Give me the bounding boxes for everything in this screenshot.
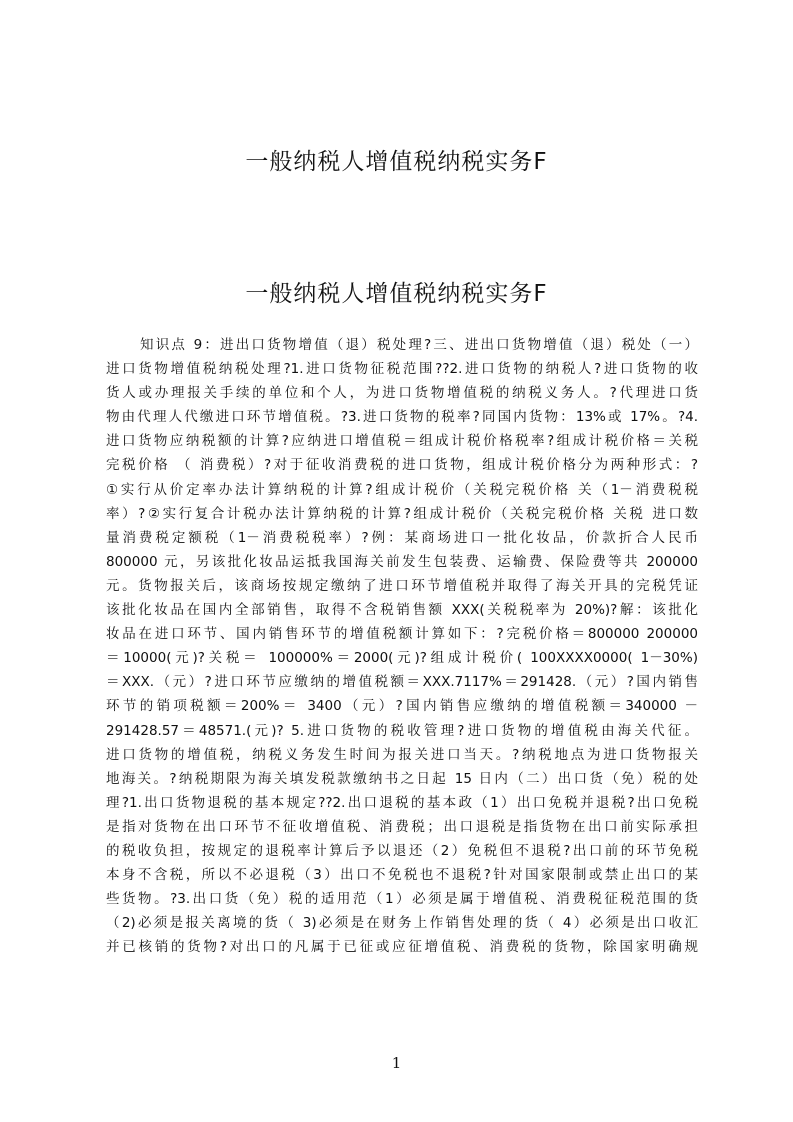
body-line: 量消费税定额税（1－消费税税率）?例：某商场进口一批化妆品，价款折合人民币 bbox=[106, 529, 698, 546]
document-main-title: 一般纳税人增值税纳税实务F bbox=[245, 281, 548, 307]
body-line: 进口货物增值税纳税处理?1.进口货物征税范围??2.进口货物的纳税人?进口货物的收 bbox=[106, 361, 698, 378]
document-body bbox=[106, 333, 698, 959]
body-line: 进口货物的增值税，纳税义务发生时间为报关进口当天。?纳税地点为进口货物报关 bbox=[106, 746, 698, 763]
body-line: 货人或办理报关手续的单位和个人，为进口货物增值税的纳税义务人。?代理进口货 bbox=[106, 385, 698, 402]
page-number: 1 bbox=[391, 1054, 402, 1072]
body-line: ＝10000(元)?关税＝ 100000%＝2000(元)?组成计税价( 100XXXX0000( 1－30%) bbox=[106, 650, 698, 667]
body-line: 物由代理人代缴进口环节增值税。?3.进口货物的税率?同国内货物：13%或 17%。?4. bbox=[106, 409, 698, 426]
body-line: 800000 元，另该批化妆品运抵我国海关前发生包装费、运输费、保险费等共 200000 bbox=[106, 553, 698, 570]
body-line: 元。货物报关后，该商场按规定缴纳了进口环节增值税并取得了海关开具的完税凭证 bbox=[106, 577, 698, 594]
body-line: 知识点 9：进出口货物增值（退）税处理?三、进出口货物增值（退）税处（一） bbox=[140, 337, 698, 353]
body-line: 该批化妆品在国内全部销售，取得不含税销售额 XXX(关税税率为 20%)?解：该批化 bbox=[106, 602, 698, 619]
body-line: 率）?②实行复合计税办法计算纳税的计算?组成计税价（关税完税价格 关税 进口数 bbox=[106, 505, 698, 522]
body-line: 291428.57＝48571.(元)? 5.进口货物的税收管理?进口货物的增值税由海关代征。 bbox=[106, 722, 698, 739]
body-line: 完税价格 （ 消费税）?对于征收消费税的进口货物，组成计税价格分为两种形式：? bbox=[106, 457, 698, 474]
body-line: 的税收负担，按规定的退税率计算后予以退还（2）免税但不退税?出口前的环节免税 bbox=[106, 842, 698, 859]
body-line: 地海关。?纳税期限为海关填发税款缴纳书之日起 15 日内（二）出口货（免）税的处 bbox=[106, 770, 698, 787]
body-line: 环节的销项税额＝200%＝ 3400（元）?国内销售应缴纳的增值税额＝340000 － bbox=[106, 698, 698, 715]
document-header-title: 一般纳税人增值税纳税实务F bbox=[245, 149, 548, 175]
body-line: （2)必须是报关离境的货（ 3)必须是在财务上作销售处理的货（ 4）必须是出口收汇 bbox=[106, 915, 698, 932]
body-line: ＝XXX.（元）?进口环节应缴纳的增值税额＝XXX.7117%＝291428.（元）?国内销售 bbox=[106, 674, 698, 691]
body-line: 是指对货物在出口环节不征收增值税、消费税；出口退税是指货物在出口前实际承担 bbox=[106, 818, 698, 835]
body-line: 妆品在进口环节、国内销售环节的增值税额计算如下：?完税价格＝800000 200000 bbox=[106, 626, 698, 643]
body-line: ①实行从价定率办法计算纳税的计算?组成计税价（关税完税价格 关（1－消费税税 bbox=[106, 481, 698, 498]
body-line: 理?1.出口货物退税的基本规定??2.出口退税的基本政（1）出口免税并退税?出口免税 bbox=[106, 794, 698, 811]
body-line: 并已核销的货物?对出口的凡属于已征或应征增值税、消费税的货物，除国家明确规 bbox=[106, 939, 698, 956]
body-line: 些货物。?3.出口货（免）税的适用范（1）必须是属于增值税、消费税征税范围的货 bbox=[106, 891, 698, 908]
body-line: 进口货物应纳税额的计算?应纳进口增值税＝组成计税价格税率?组成计税价格＝关税 bbox=[106, 433, 698, 450]
body-line: 本身不含税，所以不必退税（3）出口不免税也不退税?针对国家限制或禁止出口的某 bbox=[106, 867, 698, 884]
